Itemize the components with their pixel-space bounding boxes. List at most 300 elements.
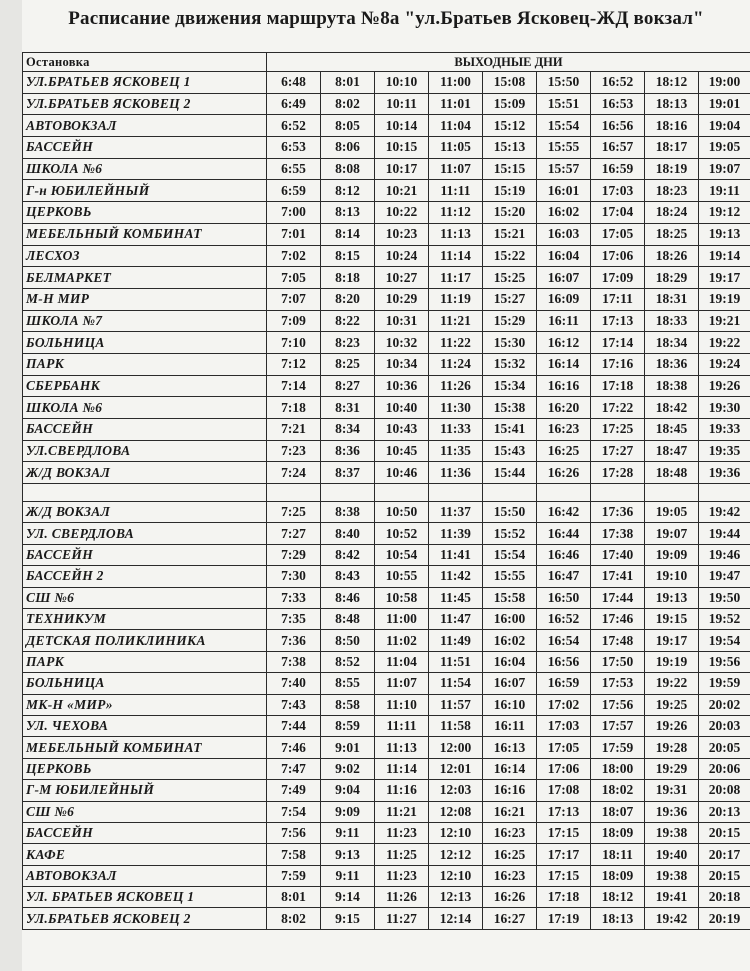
table-row bbox=[23, 737, 750, 758]
departure-time: 7:01 bbox=[267, 223, 321, 245]
departure-time: 16:53 bbox=[591, 93, 645, 115]
departure-time: 17:50 bbox=[591, 651, 645, 672]
departure-time: 11:49 bbox=[429, 630, 483, 651]
departure-time: 10:55 bbox=[375, 566, 429, 587]
departure-time: 17:22 bbox=[591, 397, 645, 419]
departure-time: 17:05 bbox=[591, 223, 645, 245]
departure-time: 19:26 bbox=[645, 715, 699, 736]
departure-time: 8:38 bbox=[321, 502, 375, 523]
departure-time: 16:14 bbox=[537, 353, 591, 375]
departure-time: 17:36 bbox=[591, 502, 645, 523]
departure-time: 17:18 bbox=[591, 375, 645, 397]
departure-time: 20:13 bbox=[699, 801, 750, 822]
departure-time: 10:29 bbox=[375, 288, 429, 310]
departure-time: 6:52 bbox=[267, 115, 321, 137]
departure-time: 15:38 bbox=[483, 397, 537, 419]
departure-time: 11:19 bbox=[429, 288, 483, 310]
table-row bbox=[23, 397, 750, 419]
departure-time: 16:54 bbox=[537, 630, 591, 651]
departure-time: 19:46 bbox=[699, 544, 750, 565]
departure-time: 8:52 bbox=[321, 651, 375, 672]
stop-name: БОЛЬНИЦА bbox=[23, 332, 267, 354]
departure-time: 20:15 bbox=[699, 822, 750, 843]
departure-time: 8:02 bbox=[267, 908, 321, 929]
departure-time: 19:11 bbox=[699, 180, 750, 202]
departure-time: 17:44 bbox=[591, 587, 645, 608]
departure-time: 17:46 bbox=[591, 609, 645, 630]
stop-name: БАССЕЙН bbox=[23, 137, 267, 159]
departure-time: 11:23 bbox=[375, 865, 429, 886]
departure-time: 11:17 bbox=[429, 267, 483, 289]
departure-time: 19:44 bbox=[699, 523, 750, 544]
departure-time: 9:09 bbox=[321, 801, 375, 822]
departure-time: 8:15 bbox=[321, 245, 375, 267]
departure-time: 7:54 bbox=[267, 801, 321, 822]
table-row bbox=[23, 801, 750, 822]
departure-time: 18:45 bbox=[645, 419, 699, 441]
stop-name: АВТОВОКЗАЛ bbox=[23, 115, 267, 137]
departure-time: 9:15 bbox=[321, 908, 375, 929]
departure-time: 7:27 bbox=[267, 523, 321, 544]
departure-time: 18:29 bbox=[645, 267, 699, 289]
departure-time: 17:06 bbox=[537, 758, 591, 779]
table-row bbox=[23, 758, 750, 779]
stop-name: МЕБЕЛЬНЫЙ КОМБИНАТ bbox=[23, 223, 267, 245]
schedule-body bbox=[23, 53, 750, 930]
table-row bbox=[23, 630, 750, 651]
departure-time: 16:27 bbox=[483, 908, 537, 929]
empty-cell bbox=[537, 484, 591, 502]
departure-time: 19:13 bbox=[699, 223, 750, 245]
departure-time: 11:14 bbox=[429, 245, 483, 267]
departure-time: 18:19 bbox=[645, 158, 699, 180]
departure-time: 16:57 bbox=[591, 137, 645, 159]
stop-name: УЛ. СВЕРДЛОВА bbox=[23, 523, 267, 544]
departure-time: 15:54 bbox=[483, 544, 537, 565]
departure-time: 6:48 bbox=[267, 72, 321, 94]
stop-name: БЕЛМАРКЕТ bbox=[23, 267, 267, 289]
departure-time: 18:26 bbox=[645, 245, 699, 267]
departure-time: 18:47 bbox=[645, 440, 699, 462]
departure-time: 17:57 bbox=[591, 715, 645, 736]
departure-time: 8:12 bbox=[321, 180, 375, 202]
departure-time: 10:24 bbox=[375, 245, 429, 267]
departure-time: 8:14 bbox=[321, 223, 375, 245]
table-row bbox=[23, 137, 750, 159]
stop-name: МК-Н «МИР» bbox=[23, 694, 267, 715]
departure-time: 19:36 bbox=[645, 801, 699, 822]
departure-time: 16:07 bbox=[537, 267, 591, 289]
departure-time: 18:09 bbox=[591, 865, 645, 886]
stop-name: БОЛЬНИЦА bbox=[23, 673, 267, 694]
departure-time: 11:57 bbox=[429, 694, 483, 715]
departure-time: 19:40 bbox=[645, 844, 699, 865]
table-row bbox=[23, 844, 750, 865]
departure-time: 8:05 bbox=[321, 115, 375, 137]
schedule-title: Расписание движения маршрута №8а "ул.Братьев Ясковец-ЖД вокзал" bbox=[68, 8, 704, 29]
departure-time: 12:10 bbox=[429, 865, 483, 886]
departure-time: 19:07 bbox=[645, 523, 699, 544]
departure-time: 11:00 bbox=[375, 609, 429, 630]
departure-time: 15:19 bbox=[483, 180, 537, 202]
departure-time: 10:17 bbox=[375, 158, 429, 180]
departure-time: 8:59 bbox=[321, 715, 375, 736]
departure-time: 18:31 bbox=[645, 288, 699, 310]
departure-time: 20:19 bbox=[699, 908, 750, 929]
departure-time: 8:23 bbox=[321, 332, 375, 354]
departure-time: 7:23 bbox=[267, 440, 321, 462]
departure-time: 15:21 bbox=[483, 223, 537, 245]
empty-cell bbox=[483, 484, 537, 502]
departure-time: 9:04 bbox=[321, 780, 375, 801]
departure-time: 7:35 bbox=[267, 609, 321, 630]
departure-time: 10:34 bbox=[375, 353, 429, 375]
departure-time: 15:20 bbox=[483, 202, 537, 224]
departure-time: 19:13 bbox=[645, 587, 699, 608]
departure-time: 11:35 bbox=[429, 440, 483, 462]
departure-time: 15:30 bbox=[483, 332, 537, 354]
departure-time: 11:16 bbox=[375, 780, 429, 801]
empty-cell bbox=[321, 484, 375, 502]
departure-time: 16:10 bbox=[483, 694, 537, 715]
stop-name: БАССЕЙН bbox=[23, 544, 267, 565]
departure-time: 11:11 bbox=[429, 180, 483, 202]
departure-time: 17:27 bbox=[591, 440, 645, 462]
departure-time: 15:44 bbox=[483, 462, 537, 484]
departure-time: 11:25 bbox=[375, 844, 429, 865]
departure-time: 6:59 bbox=[267, 180, 321, 202]
stop-name: ШКОЛА №6 bbox=[23, 158, 267, 180]
departure-time: 17:14 bbox=[591, 332, 645, 354]
departure-time: 19:25 bbox=[645, 694, 699, 715]
departure-time: 11:51 bbox=[429, 651, 483, 672]
departure-time: 19:15 bbox=[645, 609, 699, 630]
empty-cell bbox=[699, 484, 750, 502]
departure-time: 17:13 bbox=[591, 310, 645, 332]
stop-name: СШ №6 bbox=[23, 801, 267, 822]
departure-time: 16:21 bbox=[483, 801, 537, 822]
departure-time: 16:20 bbox=[537, 397, 591, 419]
table-row bbox=[23, 609, 750, 630]
departure-time: 20:18 bbox=[699, 887, 750, 908]
departure-time: 6:55 bbox=[267, 158, 321, 180]
departure-time: 19:50 bbox=[699, 587, 750, 608]
departure-time: 17:40 bbox=[591, 544, 645, 565]
departure-time: 18:36 bbox=[645, 353, 699, 375]
departure-time: 10:40 bbox=[375, 397, 429, 419]
stop-name: Ж/Д ВОКЗАЛ bbox=[23, 462, 267, 484]
departure-time: 19:41 bbox=[645, 887, 699, 908]
departure-time: 15:15 bbox=[483, 158, 537, 180]
departure-time: 9:13 bbox=[321, 844, 375, 865]
departure-time: 7:12 bbox=[267, 353, 321, 375]
empty-cell bbox=[645, 484, 699, 502]
header-row bbox=[23, 53, 750, 72]
departure-time: 8:02 bbox=[321, 93, 375, 115]
departure-time: 18:42 bbox=[645, 397, 699, 419]
departure-time: 10:46 bbox=[375, 462, 429, 484]
stop-name: СШ №6 bbox=[23, 587, 267, 608]
departure-time: 11:12 bbox=[429, 202, 483, 224]
departure-time: 7:14 bbox=[267, 375, 321, 397]
departure-time: 16:25 bbox=[537, 440, 591, 462]
departure-time: 18:07 bbox=[591, 801, 645, 822]
departure-time: 19:28 bbox=[645, 737, 699, 758]
departure-time: 8:55 bbox=[321, 673, 375, 694]
departure-time: 16:07 bbox=[483, 673, 537, 694]
departure-time: 20:05 bbox=[699, 737, 750, 758]
table-row bbox=[23, 544, 750, 565]
departure-time: 18:24 bbox=[645, 202, 699, 224]
table-row bbox=[23, 310, 750, 332]
departure-time: 8:40 bbox=[321, 523, 375, 544]
departure-time: 7:25 bbox=[267, 502, 321, 523]
departure-time: 15:50 bbox=[537, 72, 591, 94]
departure-time: 16:59 bbox=[591, 158, 645, 180]
departure-time: 17:08 bbox=[537, 780, 591, 801]
departure-time: 12:03 bbox=[429, 780, 483, 801]
departure-time: 18:16 bbox=[645, 115, 699, 137]
departure-time: 18:33 bbox=[645, 310, 699, 332]
departure-time: 9:02 bbox=[321, 758, 375, 779]
departure-time: 12:12 bbox=[429, 844, 483, 865]
departure-time: 7:00 bbox=[267, 202, 321, 224]
departure-time: 17:19 bbox=[537, 908, 591, 929]
departure-time: 8:08 bbox=[321, 158, 375, 180]
departure-time: 19:31 bbox=[645, 780, 699, 801]
departure-time: 16:23 bbox=[483, 865, 537, 886]
table-row bbox=[23, 223, 750, 245]
departure-time: 11:37 bbox=[429, 502, 483, 523]
departure-time: 19:14 bbox=[699, 245, 750, 267]
departure-time: 8:48 bbox=[321, 609, 375, 630]
departure-time: 16:42 bbox=[537, 502, 591, 523]
table-row bbox=[23, 673, 750, 694]
departure-time: 19:29 bbox=[645, 758, 699, 779]
departure-time: 18:48 bbox=[645, 462, 699, 484]
departure-time: 11:39 bbox=[429, 523, 483, 544]
departure-time: 11:54 bbox=[429, 673, 483, 694]
departure-time: 11:42 bbox=[429, 566, 483, 587]
table-row bbox=[23, 158, 750, 180]
departure-time: 15:29 bbox=[483, 310, 537, 332]
departure-time: 10:58 bbox=[375, 587, 429, 608]
departure-time: 7:30 bbox=[267, 566, 321, 587]
departure-time: 17:16 bbox=[591, 353, 645, 375]
stop-name: ЦЕРКОВЬ bbox=[23, 758, 267, 779]
departure-time: 16:01 bbox=[537, 180, 591, 202]
departure-time: 19:12 bbox=[699, 202, 750, 224]
departure-time: 8:34 bbox=[321, 419, 375, 441]
departure-time: 19:00 bbox=[699, 72, 750, 94]
departure-time: 16:13 bbox=[483, 737, 537, 758]
stop-name: ТЕХНИКУМ bbox=[23, 609, 267, 630]
departure-time: 11:58 bbox=[429, 715, 483, 736]
table-row bbox=[23, 245, 750, 267]
departure-time: 18:38 bbox=[645, 375, 699, 397]
table-row bbox=[23, 587, 750, 608]
departure-time: 11:22 bbox=[429, 332, 483, 354]
departure-time: 16:52 bbox=[591, 72, 645, 94]
departure-time: 15:58 bbox=[483, 587, 537, 608]
departure-time: 7:59 bbox=[267, 865, 321, 886]
departure-time: 19:19 bbox=[699, 288, 750, 310]
table-row bbox=[23, 865, 750, 886]
departure-time: 15:22 bbox=[483, 245, 537, 267]
departure-time: 12:14 bbox=[429, 908, 483, 929]
departure-time: 11:13 bbox=[375, 737, 429, 758]
departure-time: 20:17 bbox=[699, 844, 750, 865]
departure-time: 19:26 bbox=[699, 375, 750, 397]
departure-time: 7:56 bbox=[267, 822, 321, 843]
departure-time: 15:41 bbox=[483, 419, 537, 441]
table-row bbox=[23, 694, 750, 715]
departure-time: 17:05 bbox=[537, 737, 591, 758]
schedule-table bbox=[22, 52, 750, 930]
stop-name: УЛ.СВЕРДЛОВА bbox=[23, 440, 267, 462]
departure-time: 18:12 bbox=[591, 887, 645, 908]
departure-time: 11:21 bbox=[375, 801, 429, 822]
table-row bbox=[23, 202, 750, 224]
departure-time: 19:19 bbox=[645, 651, 699, 672]
departure-time: 7:58 bbox=[267, 844, 321, 865]
departure-time: 17:48 bbox=[591, 630, 645, 651]
departure-time: 19:10 bbox=[645, 566, 699, 587]
departure-time: 7:09 bbox=[267, 310, 321, 332]
departure-time: 8:06 bbox=[321, 137, 375, 159]
table-row bbox=[23, 822, 750, 843]
departure-time: 7:05 bbox=[267, 267, 321, 289]
departure-time: 8:36 bbox=[321, 440, 375, 462]
departure-time: 11:23 bbox=[375, 822, 429, 843]
departure-time: 17:02 bbox=[537, 694, 591, 715]
departure-time: 15:25 bbox=[483, 267, 537, 289]
departure-time: 15:55 bbox=[483, 566, 537, 587]
departure-time: 10:31 bbox=[375, 310, 429, 332]
departure-time: 17:15 bbox=[537, 822, 591, 843]
departure-time: 16:02 bbox=[537, 202, 591, 224]
departure-time: 7:44 bbox=[267, 715, 321, 736]
departure-time: 15:55 bbox=[537, 137, 591, 159]
departure-time: 16:23 bbox=[483, 822, 537, 843]
departure-time: 10:27 bbox=[375, 267, 429, 289]
departure-time: 19:52 bbox=[699, 609, 750, 630]
departure-time: 20:02 bbox=[699, 694, 750, 715]
departure-time: 17:18 bbox=[537, 887, 591, 908]
departure-time: 12:10 bbox=[429, 822, 483, 843]
departure-time: 18:11 bbox=[591, 844, 645, 865]
stop-name: СБЕРБАНК bbox=[23, 375, 267, 397]
departure-time: 15:09 bbox=[483, 93, 537, 115]
stop-name: МЕБЕЛЬНЫЙ КОМБИНАТ bbox=[23, 737, 267, 758]
table-row bbox=[23, 502, 750, 523]
table-row bbox=[23, 462, 750, 484]
departure-time: 11:41 bbox=[429, 544, 483, 565]
departure-time: 7:36 bbox=[267, 630, 321, 651]
departure-time: 15:52 bbox=[483, 523, 537, 544]
departure-time: 11:05 bbox=[429, 137, 483, 159]
stop-name: ДЕТСКАЯ ПОЛИКЛИНИКА bbox=[23, 630, 267, 651]
departure-time: 11:14 bbox=[375, 758, 429, 779]
departure-time: 19:47 bbox=[699, 566, 750, 587]
departure-time: 15:13 bbox=[483, 137, 537, 159]
departure-time: 16:26 bbox=[537, 462, 591, 484]
departure-time: 17:15 bbox=[537, 865, 591, 886]
departure-time: 16:03 bbox=[537, 223, 591, 245]
departure-time: 7:33 bbox=[267, 587, 321, 608]
departure-time: 10:21 bbox=[375, 180, 429, 202]
departure-time: 18:00 bbox=[591, 758, 645, 779]
table-row bbox=[23, 566, 750, 587]
departure-time: 19:30 bbox=[699, 397, 750, 419]
departure-time: 9:11 bbox=[321, 865, 375, 886]
departure-time: 18:25 bbox=[645, 223, 699, 245]
departure-time: 19:35 bbox=[699, 440, 750, 462]
departure-time: 16:00 bbox=[483, 609, 537, 630]
departure-time: 11:11 bbox=[375, 715, 429, 736]
departure-time: 16:50 bbox=[537, 587, 591, 608]
stop-name: УЛ.БРАТЬЕВ ЯСКОВЕЦ 2 bbox=[23, 93, 267, 115]
departure-time: 17:03 bbox=[591, 180, 645, 202]
empty-cell bbox=[23, 484, 267, 502]
departure-time: 9:01 bbox=[321, 737, 375, 758]
departure-time: 16:02 bbox=[483, 630, 537, 651]
departure-time: 7:07 bbox=[267, 288, 321, 310]
table-row bbox=[23, 887, 750, 908]
departure-time: 9:14 bbox=[321, 887, 375, 908]
departure-time: 20:15 bbox=[699, 865, 750, 886]
departure-time: 8:25 bbox=[321, 353, 375, 375]
stop-name: ПАРК bbox=[23, 651, 267, 672]
table-row bbox=[23, 332, 750, 354]
table-row bbox=[23, 288, 750, 310]
departure-time: 15:32 bbox=[483, 353, 537, 375]
departure-time: 7:49 bbox=[267, 780, 321, 801]
departure-time: 11:26 bbox=[375, 887, 429, 908]
departure-time: 18:02 bbox=[591, 780, 645, 801]
table-row bbox=[23, 115, 750, 137]
departure-time: 19:05 bbox=[645, 502, 699, 523]
departure-time: 17:53 bbox=[591, 673, 645, 694]
departure-time: 18:17 bbox=[645, 137, 699, 159]
departure-time: 17:59 bbox=[591, 737, 645, 758]
departure-time: 11:47 bbox=[429, 609, 483, 630]
departure-time: 8:50 bbox=[321, 630, 375, 651]
departure-time: 7:18 bbox=[267, 397, 321, 419]
departure-time: 18:12 bbox=[645, 72, 699, 94]
departure-time: 18:13 bbox=[591, 908, 645, 929]
empty-cell bbox=[591, 484, 645, 502]
stop-name: КАФЕ bbox=[23, 844, 267, 865]
table-row bbox=[23, 72, 750, 94]
stop-name: БАССЕЙН bbox=[23, 822, 267, 843]
departure-time: 10:15 bbox=[375, 137, 429, 159]
departure-time: 8:46 bbox=[321, 587, 375, 608]
departure-time: 10:23 bbox=[375, 223, 429, 245]
departure-time: 17:04 bbox=[591, 202, 645, 224]
empty-cell bbox=[375, 484, 429, 502]
departure-time: 7:43 bbox=[267, 694, 321, 715]
departure-time: 12:13 bbox=[429, 887, 483, 908]
departure-time: 16:16 bbox=[483, 780, 537, 801]
departure-time: 15:12 bbox=[483, 115, 537, 137]
departure-time: 10:10 bbox=[375, 72, 429, 94]
departure-time: 19:42 bbox=[645, 908, 699, 929]
stop-name: Г-н ЮБИЛЕЙНЫЙ bbox=[23, 180, 267, 202]
departure-time: 19:22 bbox=[699, 332, 750, 354]
table-row bbox=[23, 908, 750, 929]
table-row bbox=[23, 375, 750, 397]
